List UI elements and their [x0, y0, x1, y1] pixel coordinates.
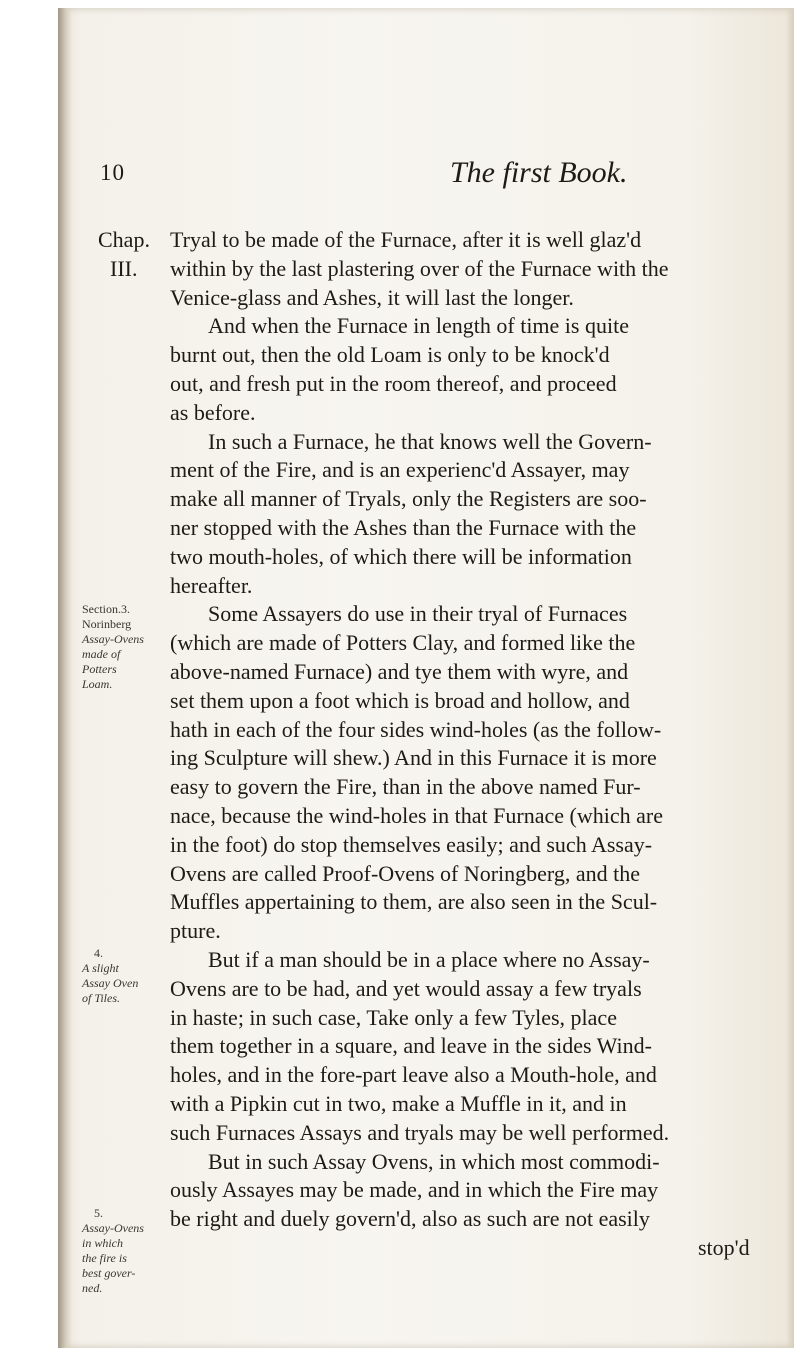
chapter-label: [98, 226, 150, 284]
text-line: them together in a square, and leave in the sides Wind-: [170, 1033, 652, 1059]
text-line: with a Pipkin cut in two, make a Muffle in it, and in: [170, 1090, 627, 1116]
margin-note-4: [82, 946, 166, 1006]
margin-note-line: ned.: [82, 1281, 103, 1295]
text-line: Venice-glass and Ashes, it will last the longer.: [170, 284, 574, 310]
margin-note-number: 5.: [94, 1206, 103, 1220]
margin-note-line: Potters: [82, 662, 117, 676]
text-line: Some Assayers do use in their tryal of Furnaces: [208, 601, 628, 627]
text-line: as before.: [170, 399, 256, 425]
text-line: such Furnaces Assays and tryals may be well performed.: [170, 1119, 670, 1145]
text-line: Ovens are called Proof-Ovens of Noringberg, and the: [170, 860, 641, 886]
margin-note-section: Section.3.: [82, 602, 130, 616]
page-gutter: [58, 8, 72, 1348]
text-line: burnt out, then the old Loam is only to be knock'd: [170, 342, 610, 368]
body-text: [170, 226, 770, 1263]
text-line: Ovens are to be had, and yet would assay a few tryals: [170, 975, 642, 1001]
text-line: hereafter.: [170, 572, 253, 598]
page-number: 10: [100, 160, 125, 185]
margin-note-line: of Tiles.: [82, 991, 121, 1005]
text-line: out, and fresh put in the room thereof, and proceed: [170, 370, 617, 396]
margin-note-line: in which: [82, 1236, 123, 1250]
text-line: nace, because the wind-holes in that Furnace (which are: [170, 802, 663, 828]
margin-note-section-3: [82, 602, 166, 692]
margin-note-5: [82, 1206, 166, 1296]
margin-note-line: Assay-Ovens: [82, 1221, 144, 1235]
text-line: set them upon a foot which is broad and hollow, and: [170, 687, 630, 713]
page-edge: [786, 8, 794, 1348]
text-line: in the foot) do stop themselves easily; and such Assay-: [170, 831, 653, 857]
text-line: two mouth-holes, of which there will be information: [170, 543, 632, 569]
text-line: above-named Furnace) and tye them with wyre, and: [170, 658, 629, 684]
text-line: In such a Furnace, he that knows well the Govern-: [208, 428, 652, 454]
text-line: Tryal to be made of the Furnace, after it is well glaz'd: [170, 227, 642, 252]
margin-note-line: Norinberg: [82, 617, 132, 631]
text-line: easy to govern the Fire, than in the above named Fur-: [170, 774, 641, 800]
text-line: stop'd: [698, 1234, 750, 1260]
margin-note-line: best gover-: [82, 1266, 136, 1280]
text-line: ing Sculpture will shew.) And in this Furnace it is more: [170, 745, 657, 771]
text-line: hath in each of the four sides wind-holes (as the follow-: [170, 716, 662, 742]
margin-note-line: Assay-Ovens: [82, 632, 144, 646]
text-line: make all manner of Tryals, only the Registers are soo-: [170, 486, 647, 512]
text-line: pture.: [170, 918, 221, 944]
margin-note-number: 4.: [94, 946, 103, 960]
margin-note-line: Assay Oven: [82, 976, 139, 990]
text-line: But if a man should be in a place where no Assay-: [208, 946, 650, 972]
text-line: Muffles appertaining to them, are also seen in the Scul-: [170, 889, 658, 915]
text-line: in haste; in such case, Take only a few Tyles, place: [170, 1004, 617, 1030]
text-line: But in such Assay Ovens, in which most commodi-: [208, 1148, 660, 1174]
margin-note-line: made of: [82, 647, 121, 661]
text-line: ner stopped with the Ashes than the Furnace with the: [170, 514, 637, 540]
text-line: ously Assayes may be made, and in which the Fire may: [170, 1177, 659, 1203]
text-line: (which are made of Potters Clay, and formed like the: [170, 630, 636, 656]
margin-note-line: Loam.: [82, 677, 113, 691]
running-head: The first Book.: [450, 156, 628, 189]
text-line: And when the Furnace in length of time is quite: [208, 313, 629, 339]
text-line: within by the last plastering over of the Furnace with the: [170, 255, 669, 281]
margin-note-line: the fire is: [82, 1251, 127, 1265]
chapter-label-word: Chap.: [98, 227, 150, 252]
text-line: be right and duely govern'd, also as such are not easily: [170, 1206, 650, 1232]
text-line: holes, and in the fore-part leave also a Mouth-hole, and: [170, 1062, 657, 1088]
text-line: ment of the Fire, and is an experienc'd Assayer, may: [170, 457, 630, 483]
chapter-label-number: III.: [110, 255, 138, 281]
margin-note-line: A slight: [82, 961, 119, 975]
page-header: [100, 156, 700, 194]
